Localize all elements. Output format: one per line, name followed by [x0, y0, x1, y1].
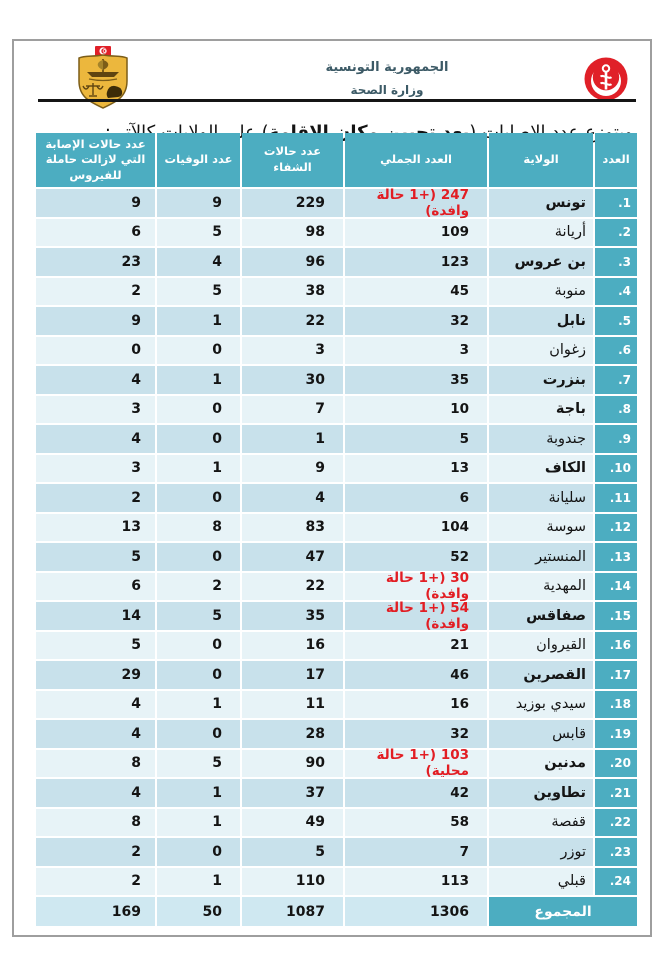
row-number: 8. — [595, 396, 637, 424]
total-cases-value: 52 — [345, 543, 487, 571]
total-active-value: 169 — [36, 897, 155, 926]
governorate-name: جندوبة — [489, 425, 593, 453]
page-frame — [12, 39, 652, 937]
letterhead-text — [120, 60, 654, 97]
row-number: 7. — [595, 366, 637, 394]
row-number: 9. — [595, 425, 637, 453]
active-cases-value: 9 — [36, 307, 155, 335]
row-number: 10. — [595, 455, 637, 483]
total-cases-value: 247 (+1 حالة وافدة) — [345, 189, 487, 217]
governorate-name: قفصة — [489, 809, 593, 837]
total-row-label: المجموع — [489, 897, 637, 926]
deaths-value: 1 — [157, 691, 240, 719]
total-cases-value: 46 — [345, 661, 487, 689]
recovered-value: 37 — [242, 779, 343, 807]
active-cases-value: 5 — [36, 632, 155, 660]
deaths-value: 0 — [157, 425, 240, 453]
governorate-name: الكاف — [489, 455, 593, 483]
row-number: 4. — [595, 278, 637, 306]
governorate-name: قبلي — [489, 868, 593, 896]
governorate-name: منوبة — [489, 278, 593, 306]
active-cases-value: 6 — [36, 573, 155, 601]
total-cases-value: 21 — [345, 632, 487, 660]
total-cases-value: 35 — [345, 366, 487, 394]
recovered-value: 229 — [242, 189, 343, 217]
recovered-value: 1 — [242, 425, 343, 453]
active-cases-value: 8 — [36, 809, 155, 837]
recovered-value: 22 — [242, 307, 343, 335]
active-cases-value: 4 — [36, 779, 155, 807]
title-post: على — [224, 122, 256, 143]
row-number: 23. — [595, 838, 637, 866]
active-cases-value: 3 — [36, 396, 155, 424]
col-header-governorate: الولاية — [489, 133, 593, 187]
governorate-name: سليانة — [489, 484, 593, 512]
recovered-value: 22 — [242, 573, 343, 601]
governorate-name: باجة — [489, 396, 593, 424]
deaths-value: 1 — [157, 868, 240, 896]
total-cases-value: 7 — [345, 838, 487, 866]
deaths-value: 0 — [157, 720, 240, 748]
recovered-value: 35 — [242, 602, 343, 630]
active-cases-value: 4 — [36, 720, 155, 748]
recovered-value: 5 — [242, 838, 343, 866]
row-number: 18. — [595, 691, 637, 719]
active-cases-value: 2 — [36, 838, 155, 866]
row-number: 11. — [595, 484, 637, 512]
deaths-value: 2 — [157, 573, 240, 601]
active-cases-value: 4 — [36, 691, 155, 719]
total-cases-value: 113 — [345, 868, 487, 896]
active-cases-value: 8 — [36, 750, 155, 778]
governorate-name: تطاوين — [489, 779, 593, 807]
governorate-name: سيدي بوزيد — [489, 691, 593, 719]
total-cases-value: 16 — [345, 691, 487, 719]
active-cases-value: 4 — [36, 366, 155, 394]
row-number: 17. — [595, 661, 637, 689]
governorate-name: قابس — [489, 720, 593, 748]
total-cases-value: 54 (+1 حالة وافدة) — [345, 602, 487, 630]
deaths-value: 5 — [157, 278, 240, 306]
col-header-number: العدد — [595, 133, 637, 187]
governorate-name: القيروان — [489, 632, 593, 660]
total-cases-value: 13 — [345, 455, 487, 483]
cases-by-governorate-table — [36, 133, 637, 926]
active-cases-value: 2 — [36, 484, 155, 512]
deaths-value: 8 — [157, 514, 240, 542]
recovered-value: 38 — [242, 278, 343, 306]
total-cases-value: 5 — [345, 425, 487, 453]
recovered-value: 96 — [242, 248, 343, 276]
recovered-value: 98 — [242, 219, 343, 247]
deaths-value: 5 — [157, 219, 240, 247]
deaths-value: 0 — [157, 337, 240, 365]
col-header-deaths: عدد الوفيات — [157, 133, 240, 187]
active-cases-value: 2 — [36, 278, 155, 306]
governorate-name: توزر — [489, 838, 593, 866]
recovered-value: 90 — [242, 750, 343, 778]
total-cases-value: 10 — [345, 396, 487, 424]
recovered-value: 11 — [242, 691, 343, 719]
total-cases-value: 45 — [345, 278, 487, 306]
governorate-name: مدنين — [489, 750, 593, 778]
row-number: 5. — [595, 307, 637, 335]
ministry-name: وزارة الصحة — [350, 83, 424, 97]
total-cases-value: 104 — [345, 514, 487, 542]
recovered-value: 4 — [242, 484, 343, 512]
total-cases-value: 1306 — [345, 897, 487, 926]
total-cases-value: 32 — [345, 720, 487, 748]
row-number: 24. — [595, 868, 637, 896]
deaths-value: 1 — [157, 366, 240, 394]
deaths-value: 5 — [157, 750, 240, 778]
active-cases-value: 14 — [36, 602, 155, 630]
deaths-value: 5 — [157, 602, 240, 630]
active-cases-value: 23 — [36, 248, 155, 276]
active-cases-value: 3 — [36, 455, 155, 483]
deaths-value: 1 — [157, 307, 240, 335]
governorate-name: سوسة — [489, 514, 593, 542]
row-number: 2. — [595, 219, 637, 247]
governorate-name: بنزرت — [489, 366, 593, 394]
deaths-value: 0 — [157, 396, 240, 424]
recovered-value: 7 — [242, 396, 343, 424]
row-number: 1. — [595, 189, 637, 217]
governorate-name: القصرين — [489, 661, 593, 689]
total-cases-value: 30 (+1 حالة وافدة) — [345, 573, 487, 601]
row-number: 21. — [595, 779, 637, 807]
republic-name: الجمهورية التونسية — [325, 60, 449, 75]
governorate-name: نابل — [489, 307, 593, 335]
recovered-value: 16 — [242, 632, 343, 660]
recovered-value: 28 — [242, 720, 343, 748]
active-cases-value: 13 — [36, 514, 155, 542]
row-number: 12. — [595, 514, 637, 542]
total-cases-value: 6 — [345, 484, 487, 512]
recovered-value: 30 — [242, 366, 343, 394]
active-cases-value: 29 — [36, 661, 155, 689]
deaths-value: 4 — [157, 248, 240, 276]
deaths-value: 1 — [157, 779, 240, 807]
col-header-active: عدد حالات الإصابة التي لازالت حاملة للفيروس — [36, 133, 155, 187]
governorate-name: صفاقس — [489, 602, 593, 630]
row-number: 19. — [595, 720, 637, 748]
deaths-value: 0 — [157, 543, 240, 571]
row-number: 22. — [595, 809, 637, 837]
recovered-value: 9 — [242, 455, 343, 483]
active-cases-value: 6 — [36, 219, 155, 247]
total-cases-value: 123 — [345, 248, 487, 276]
deaths-value: 0 — [157, 632, 240, 660]
governorate-name: بن عروس — [489, 248, 593, 276]
row-number: 14. — [595, 573, 637, 601]
total-cases-value: 3 — [345, 337, 487, 365]
active-cases-value: 0 — [36, 337, 155, 365]
total-cases-value: 103 (+1 حالة محلية) — [345, 750, 487, 778]
governorate-name: المنستير — [489, 543, 593, 571]
col-header-total: العدد الجملي — [345, 133, 487, 187]
recovered-value: 17 — [242, 661, 343, 689]
governorate-name: أريانة — [489, 219, 593, 247]
row-number: 15. — [595, 602, 637, 630]
total-cases-value: 42 — [345, 779, 487, 807]
total-recovered-value: 1087 — [242, 897, 343, 926]
recovered-value: 83 — [242, 514, 343, 542]
letterhead-divider — [38, 99, 636, 102]
total-cases-value: 32 — [345, 307, 487, 335]
governorate-name: زغوان — [489, 337, 593, 365]
row-number: 3. — [595, 248, 637, 276]
row-number: 13. — [595, 543, 637, 571]
governorate-name: تونس — [489, 189, 593, 217]
deaths-value: 0 — [157, 484, 240, 512]
deaths-value: 0 — [157, 661, 240, 689]
active-cases-value: 5 — [36, 543, 155, 571]
row-number: 20. — [595, 750, 637, 778]
row-number: 16. — [595, 632, 637, 660]
deaths-value: 1 — [157, 809, 240, 837]
health-ministry-logo-icon — [583, 56, 629, 102]
total-deaths-value: 50 — [157, 897, 240, 926]
governorate-name: المهدية — [489, 573, 593, 601]
recovered-value: 3 — [242, 337, 343, 365]
recovered-value: 49 — [242, 809, 343, 837]
recovered-value: 47 — [242, 543, 343, 571]
active-cases-value: 4 — [36, 425, 155, 453]
deaths-value: 9 — [157, 189, 240, 217]
recovered-value: 110 — [242, 868, 343, 896]
deaths-value: 1 — [157, 455, 240, 483]
deaths-value: 0 — [157, 838, 240, 866]
col-header-recovered: عدد حالات الشفاء — [242, 133, 343, 187]
row-number: 6. — [595, 337, 637, 365]
active-cases-value: 2 — [36, 868, 155, 896]
total-cases-value: 58 — [345, 809, 487, 837]
active-cases-value: 9 — [36, 189, 155, 217]
total-cases-value: 109 — [345, 219, 487, 247]
